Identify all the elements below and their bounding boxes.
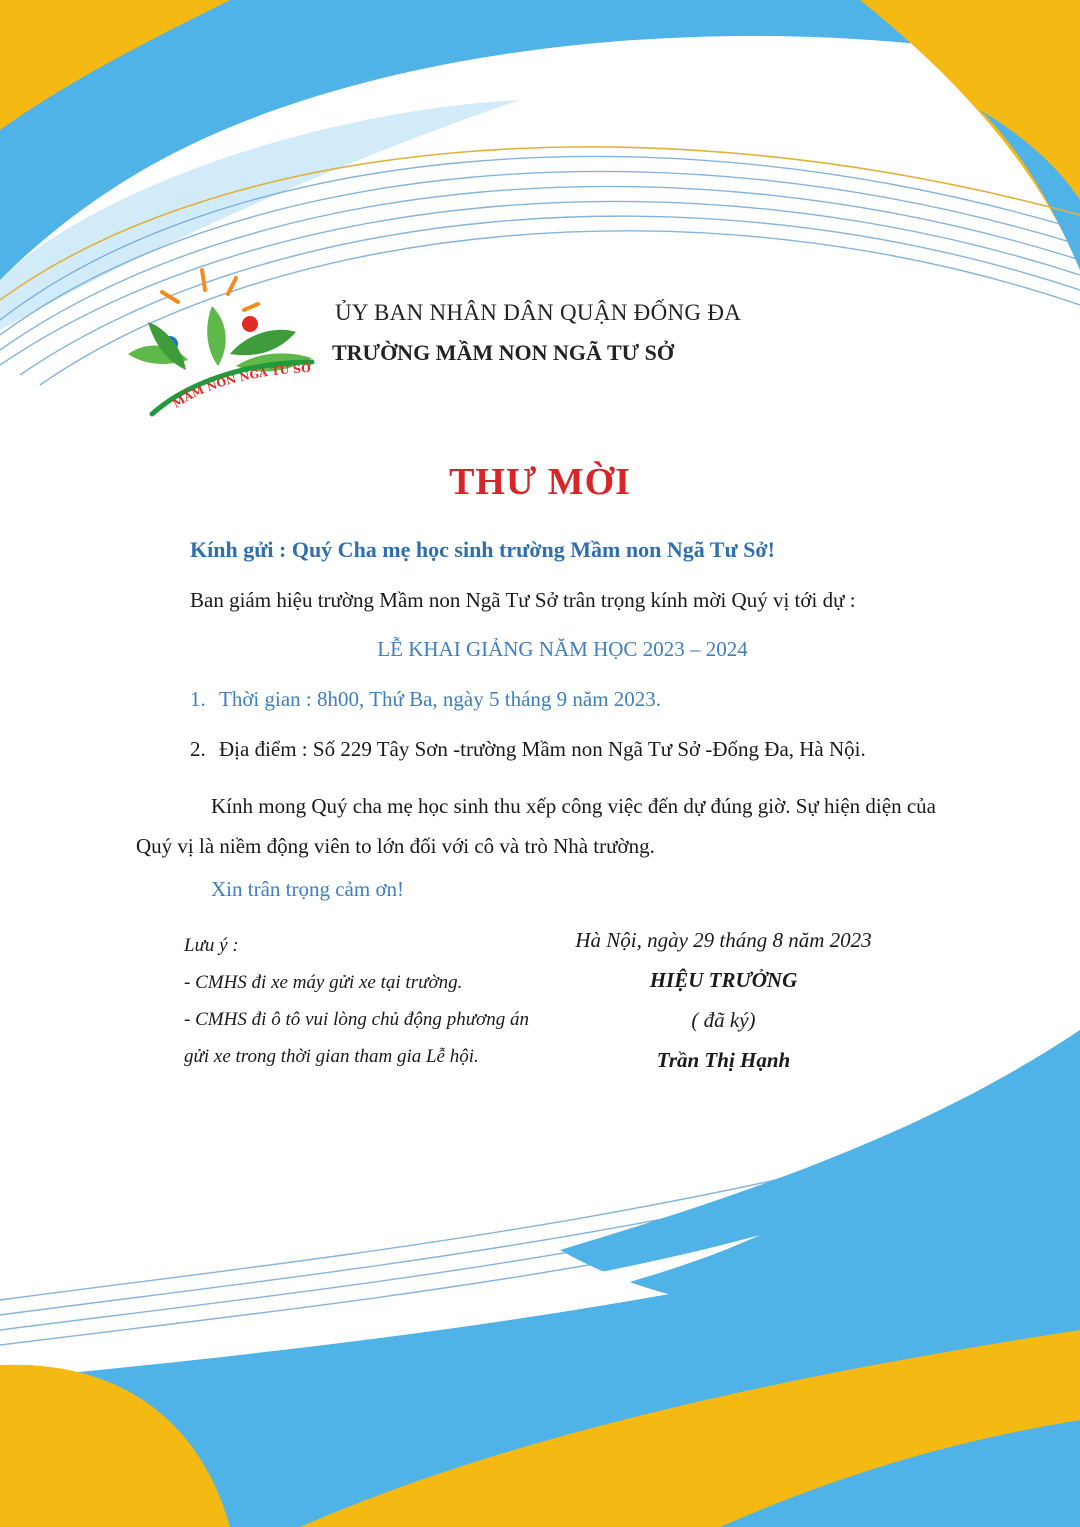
note-title: Lưu ý : — [184, 935, 239, 956]
letter-greeting: Kính gửi : Quý Cha mẹ học sinh trường Mầm non Ngã Tư Sở! — [190, 537, 775, 562]
letter-paragraph: Kính mong Quý cha mẹ học sinh thu xếp công việc đến dự đúng giờ. Sự hiện diện của Quý vị là niềm động viên to lớn đối với cô và trò Nhà trường. — [136, 794, 936, 858]
list-item-number: 1. — [190, 687, 206, 711]
letter-intro: Ban giám hiệu trường Mầm non Ngã Tư Sở trân trọng kính mời Quý vị tới dự : — [190, 588, 856, 612]
list-item-time — [190, 687, 661, 712]
list-item-location — [190, 737, 866, 762]
svg-text:MẦM NON NGÃ TƯ SỞ: MẦM NON NGÃ TƯ SỞ — [170, 361, 312, 411]
signature-date: Hà Nội, ngày 29 tháng 8 năm 2023 — [575, 928, 872, 952]
signature-block — [556, 925, 891, 1075]
school-logo — [118, 262, 318, 427]
list-item-text: Địa điểm : Số 229 Tây Sơn -trường Mầm non Ngã Tư Sở -Đống Đa, Hà Nội. — [219, 737, 866, 761]
letter-thanks: Xin trân trọng cảm ơn! — [211, 877, 405, 901]
list-item-number: 2. — [190, 737, 206, 761]
signature-signed: ( đã ký) — [691, 1008, 756, 1032]
note-line: - CMHS đi ô tô vui lòng chủ động phương án gửi xe trong thời gian tham gia Lễ hội. — [184, 1009, 529, 1067]
event-name: LỄ KHAI GIẢNG NĂM HỌC 2023 – 2024 — [377, 637, 748, 661]
note-line: - CMHS đi xe máy gửi xe tại trường. — [184, 972, 463, 993]
signature-name: Trần Thị Hạnh — [656, 1048, 791, 1072]
letter-title: THƯ MỜI — [449, 461, 631, 503]
note-block — [184, 927, 529, 1075]
signature-role: HIỆU TRƯỞNG — [649, 968, 798, 992]
org-line-school: TRƯỜNG MẦM NON NGÃ TƯ SỞ — [332, 340, 675, 365]
list-item-text: Thời gian : 8h00, Thứ Ba, ngày 5 tháng 9 năm 2023. — [219, 687, 662, 711]
org-line-district: ỦY BAN NHÂN DÂN QUẬN ĐỐNG ĐA — [335, 300, 742, 325]
